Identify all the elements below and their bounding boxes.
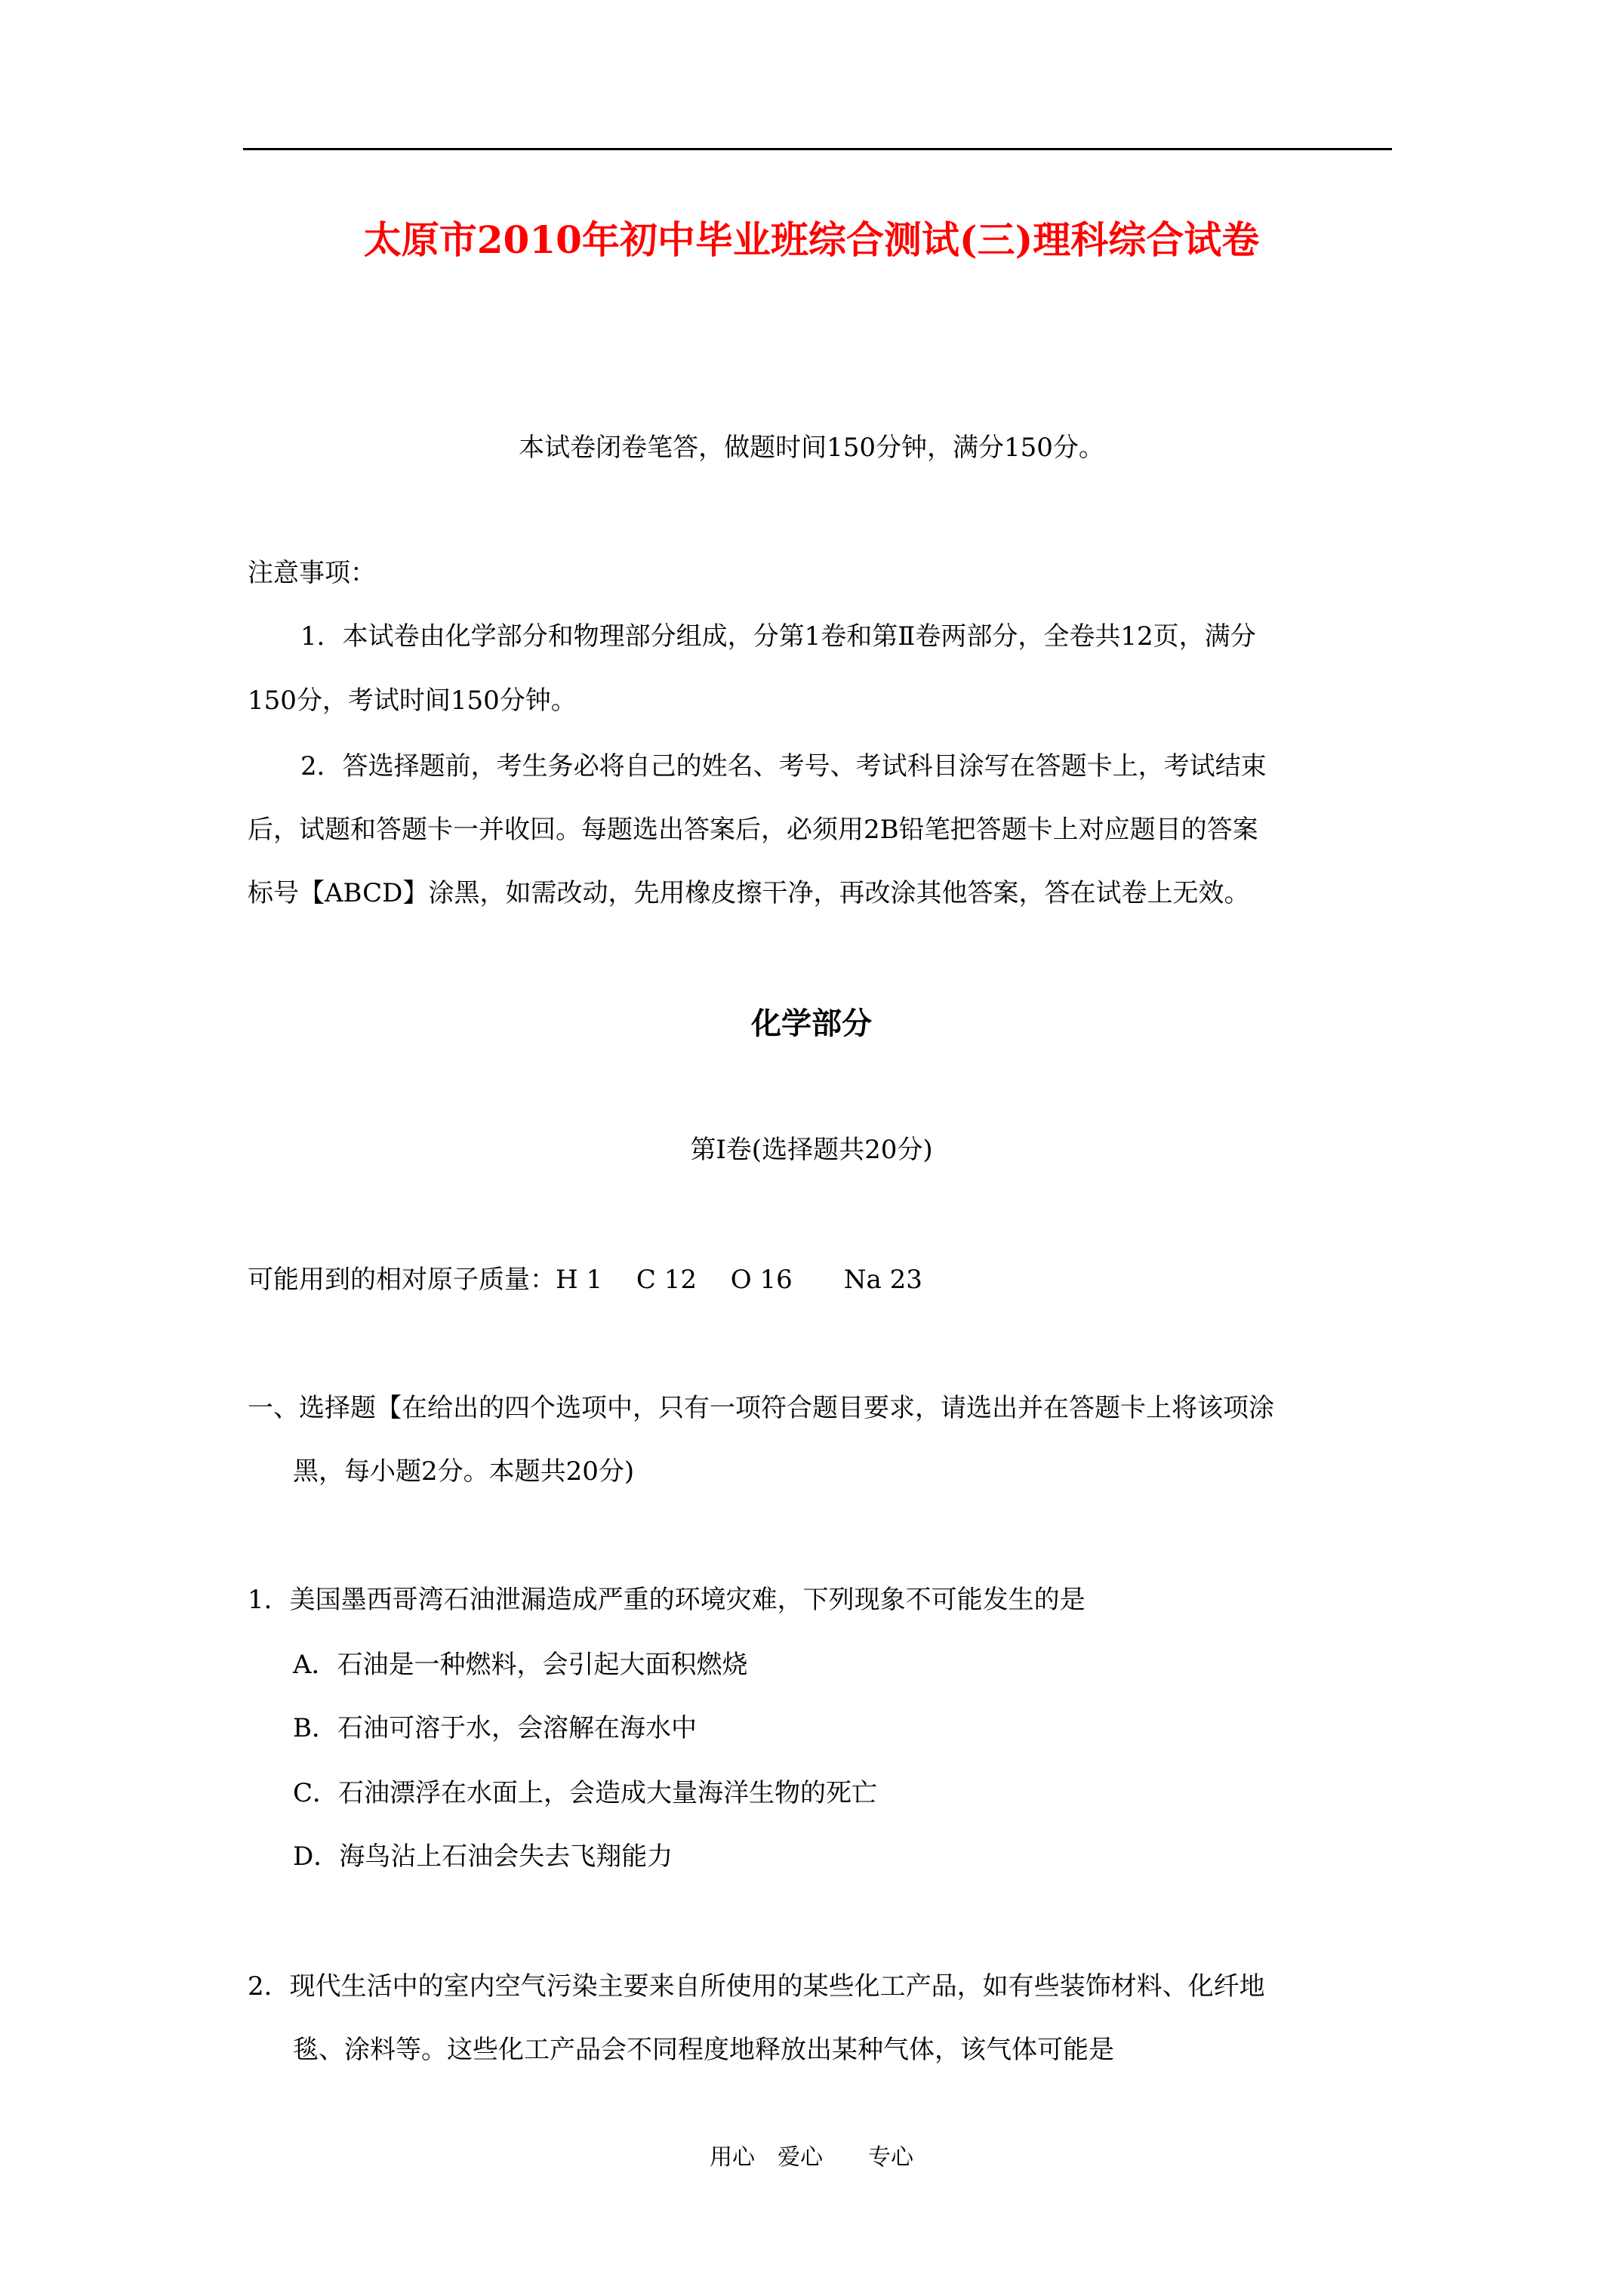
question-2-stem-line-1: 2．现代生活中的室内空气污染主要来自所使用的某些化工产品，如有些装饰材料、化纤地 <box>248 1971 1265 2002</box>
notice-item-2-line-3: 标号【ABCD】涂黑，如需改动，先用橡皮擦干净，再改涂其他答案，答在试卷上无效。 <box>248 878 1250 908</box>
question-1-option-c: C．石油漂浮在水面上，会造成大量海洋生物的死亡 <box>293 1778 878 1808</box>
page-title: 太原市2010年初中毕业班综合测试(三)理科综合试卷 <box>363 217 1260 262</box>
atomic-masses: 可能用到的相对原子质量：H 1 C 12 O 16 Na 23 <box>248 1265 922 1295</box>
exam-intro: 本试卷闭卷笔答，做题时间150分钟，满分150分。 <box>519 433 1104 463</box>
notice-heading: 注意事项： <box>248 558 376 588</box>
question-1-option-d: D．海鸟沾上石油会失去飞翔能力 <box>293 1841 673 1872</box>
notice-item-2-line-1: 2．答选择题前，考生务必将自己的姓名、考号、考试科目涂写在答题卡上，考试结束 <box>300 751 1267 781</box>
notice-item-1-line-2: 150分，考试时间150分钟。 <box>248 686 577 716</box>
header-rule <box>243 148 1392 150</box>
part-one-heading-line-2: 黑，每小题2分。本题共20分) <box>293 1456 635 1487</box>
question-1-option-b: B．石油可溶于水，会溶解在海水中 <box>293 1713 697 1743</box>
question-2-stem-line-2: 毯、涂料等。这些化工产品会不同程度地释放出某种气体，该气体可能是 <box>293 2035 1114 2065</box>
question-1-stem: 1．美国墨西哥湾石油泄漏造成严重的环境灾难，下列现象不可能发生的是 <box>248 1585 1086 1615</box>
question-1-option-a: A．石油是一种燃料，会引起大面积燃烧 <box>293 1650 748 1680</box>
part-one-heading-line-1: 一、选择题【在给出的四个选项中，只有一项符合题目要求，请选出并在答题卡上将该项涂 <box>248 1393 1274 1423</box>
volume-heading: 第Ⅰ卷(选择题共20分) <box>690 1135 933 1165</box>
page-footer: 用心 爱心 专心 <box>710 2144 913 2171</box>
notice-item-2-line-2: 后，试题和答题卡一并收回。每题选出答案后，必须用2B铅笔把答题卡上对应题目的答案 <box>248 815 1258 845</box>
section-title: 化学部分 <box>751 1006 872 1041</box>
notice-item-1-line-1: 1．本试卷由化学部分和物理部分组成，分第1卷和第Ⅱ卷两部分，全卷共12页，满分 <box>300 621 1256 652</box>
